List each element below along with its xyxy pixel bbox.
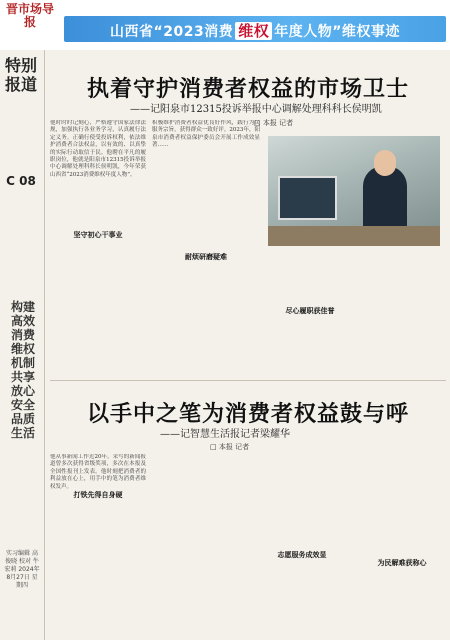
article2-subhead-3: 为民解难获称心 (377, 559, 427, 567)
masthead-logo (4, 3, 56, 43)
photo-monitor (278, 176, 337, 220)
left-sidebar (0, 50, 45, 640)
top-banner (0, 0, 450, 50)
ribbon-emphasis: 维权 (235, 22, 272, 40)
article1-photo (268, 136, 440, 246)
sidebar-meta: 实习编辑 高俊晓 校对 牛宏莉 2024年8月27日 星期四 (4, 550, 40, 589)
main-content (50, 50, 446, 640)
article2-title: 以手中之笔为消费者权益鼓与呼 (86, 401, 409, 427)
article2-col1: 他从事新闻工作近20年，采写的新闻报道曾多次获得省级奖项，多次在本报及全国性报刊上发表。他时刻把消费者的利益放在心上，用手中的笔为消费者维权发声。 (50, 454, 146, 490)
article2-subtitle: ——记智慧生活报记者梁耀华 (160, 429, 290, 440)
article1-title: 执着守护消费者权益的市场卫士 (86, 76, 409, 102)
article2-subhead-2: 志愿服务成效显 (277, 551, 327, 559)
article2-byline: □ 本报 记者 (210, 443, 250, 451)
ribbon-suffix: 年度人物”维权事迹 (274, 24, 400, 40)
article1-subhead-3: 尽心履职获佳誉 (285, 307, 335, 315)
article1-col1: 他时时时记刻心，严格遵守国家法律法规，加强执行各业务学习，认真履行法定义务。正确行使受投诉权利，依法维护消费者合法权益，以有效的、以真挚的实际行动取信于民。他聘在平凡的履职岗位，他就是阳泉市12315投诉举报中心调解处理科科长侯明凯，今年荣获山西省“2023消费维权年度人物”。 (50, 120, 146, 178)
ribbon-text (64, 20, 446, 41)
section-code: C 08 (6, 174, 36, 188)
photo-desk (268, 226, 440, 246)
sidebar-slogan: 构建高效消费维权机制 共享放心安全品质生活 (10, 300, 35, 440)
masthead-name: 晋市场导报 (5, 2, 54, 29)
article-divider (50, 380, 446, 381)
article1-byline: □ 本报 记者 (254, 119, 294, 127)
photo-face (374, 150, 396, 176)
ribbon-prefix: 山西省“2023消费 (110, 24, 234, 40)
article1-subhead-2: 耐烦研磨疑难 (185, 253, 227, 261)
section-title: 特别报道 (4, 56, 37, 94)
headline-ribbon (64, 16, 446, 42)
article1-subhead-1: 坚守初心干事业 (73, 231, 123, 239)
article1-col2: 积极维护消费者权益优良好作风，践行为民服务宗旨，获得群众一致好评。2023年，阳泉市消费者权益保护委员会开展工作成效显著…… (152, 120, 260, 149)
article1-subtitle: ——记阳泉市12315投诉举报中心调解处理科科长侯明凯 (130, 104, 382, 115)
article2-subhead-1: 打铁先得自身硬 (73, 491, 123, 499)
